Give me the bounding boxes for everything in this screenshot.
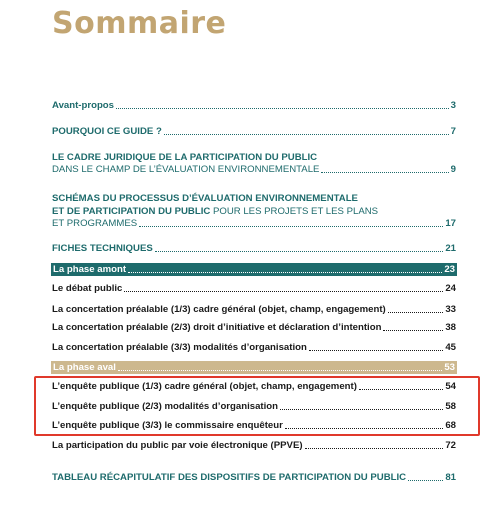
toc-label-line: ET PROGRAMMES <box>52 218 138 229</box>
toc-label: POURQUOI CE GUIDE ? <box>52 126 162 137</box>
dot-leader <box>359 389 443 390</box>
toc-page: 3 <box>450 100 456 111</box>
toc-label: L’enquête publique (2/3) modalités d’organisation <box>52 401 279 412</box>
toc-label: La concertation préalable (1/3) cadre général (objet, champ, engagement) <box>52 304 386 315</box>
toc-page: 21 <box>445 243 456 254</box>
toc-section-phase-amont[interactable] <box>51 263 457 276</box>
toc-entry-pourquoi[interactable] <box>52 126 456 138</box>
dot-leader <box>285 428 443 429</box>
toc-page: 7 <box>450 126 456 137</box>
toc-label-line: POUR LES PROJETS ET LES PLANS <box>210 206 379 217</box>
toc-entry-concertation-2[interactable] <box>52 322 456 334</box>
toc-page: 68 <box>445 420 456 431</box>
toc-page: 33 <box>445 304 456 315</box>
toc-page: 38 <box>445 322 456 333</box>
toc-label: L’enquête publique (3/3) le commissaire enquêteur <box>52 420 283 431</box>
dot-leader <box>164 134 449 135</box>
dot-leader <box>309 350 444 351</box>
toc-page: 72 <box>445 440 456 451</box>
dot-leader <box>155 251 444 252</box>
toc-entry-schemas[interactable] <box>52 192 456 230</box>
toc-label-line: SCHÉMAS DU PROCESSUS D’ÉVALUATION ENVIRONNEMENTALE <box>52 193 358 204</box>
dot-leader <box>124 291 443 292</box>
toc-section-phase-aval[interactable] <box>51 361 457 374</box>
toc-label: La concertation préalable (2/3) droit d’initiative et déclaration d’intention <box>52 322 382 333</box>
toc-label: FICHES TECHNIQUES <box>52 243 153 254</box>
toc-page: 24 <box>445 283 456 294</box>
toc-entry-fiches[interactable] <box>52 243 456 255</box>
dot-leader <box>116 108 449 109</box>
dot-leader <box>128 266 442 273</box>
toc-entry-concertation-3[interactable] <box>52 342 456 354</box>
toc-page: 9 <box>450 164 456 175</box>
toc-entry-cadre-juridique[interactable] <box>52 151 456 176</box>
toc-label-line: DANS LE CHAMP DE L’ÉVALUATION ENVIRONNEMENTALE <box>52 164 320 175</box>
toc-page: 17 <box>445 218 456 229</box>
dot-leader <box>321 172 448 173</box>
toc-label-line: LE CADRE JURIDIQUE DE LA PARTICIPATION DU PUBLIC <box>52 152 318 163</box>
toc-label: Le débat public <box>52 283 123 294</box>
toc-label: La phase aval <box>53 362 116 373</box>
toc-label: L’enquête publique (1/3) cadre général (objet, champ, engagement) <box>52 381 357 392</box>
toc-entry-ppve[interactable] <box>52 440 456 452</box>
toc-label: La participation du public par voie électronique (PPVE) <box>52 440 303 451</box>
page-title: Sommaire <box>52 6 227 41</box>
toc-label: La phase amont <box>53 264 127 275</box>
toc-page: 45 <box>445 342 456 353</box>
toc-label: Avant-propos <box>52 100 115 111</box>
dot-leader <box>118 364 442 371</box>
toc-entry-avant-propos[interactable] <box>52 100 456 112</box>
dot-leader <box>388 312 444 313</box>
toc-page: 58 <box>445 401 456 412</box>
toc-entry-tableau[interactable] <box>52 472 456 484</box>
dot-leader <box>280 409 443 410</box>
dot-leader <box>383 330 443 331</box>
toc-entry-enquete-1[interactable] <box>52 381 456 393</box>
toc-label-line: ET DE PARTICIPATION DU PUBLIC <box>52 206 211 217</box>
dot-leader <box>305 448 444 449</box>
toc-entry-enquete-2[interactable] <box>52 401 456 413</box>
toc-page: 54 <box>445 381 456 392</box>
toc-label: La concertation préalable (3/3) modalités d’organisation <box>52 342 307 353</box>
toc-entry-concertation-1[interactable] <box>52 304 456 316</box>
toc-label: TABLEAU RÉCAPITULATIF DES DISPOSITIFS DE PARTICIPATION DU PUBLIC <box>52 472 407 483</box>
toc-entry-enquete-3[interactable] <box>52 420 456 432</box>
toc-page: 23 <box>444 264 455 275</box>
toc-page: 81 <box>445 472 456 483</box>
dot-leader <box>408 480 443 481</box>
toc-entry-debat[interactable] <box>52 283 456 295</box>
toc-page: 53 <box>444 362 455 373</box>
dot-leader <box>139 226 443 227</box>
